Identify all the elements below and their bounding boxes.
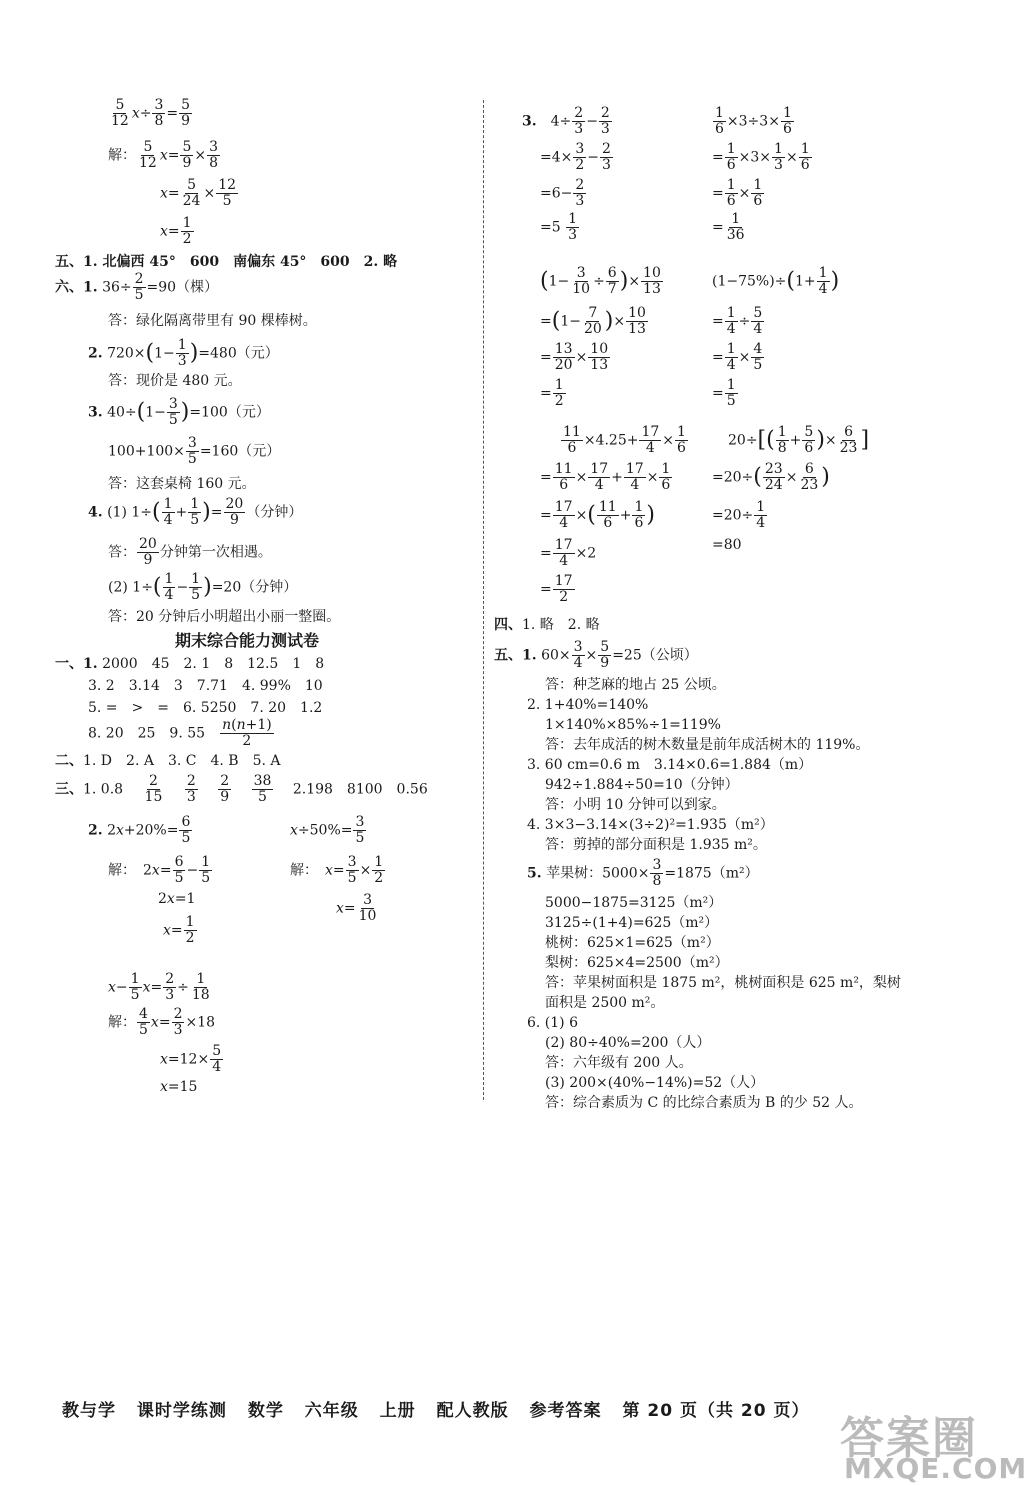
equation-line: = $\frac{1}{2}$	[540, 377, 564, 409]
column-divider	[483, 100, 484, 1100]
answer-line: 答：绿化隔离带里有 90 棵棒树。	[108, 313, 317, 329]
q6-1: 六、1. 36÷ $\frac{2}{5}$ =90（棵）	[55, 271, 219, 303]
q6-4b: (2) 1÷( $\frac{1}{4}$ − $\frac{1}{5}$ )=20（分钟）	[108, 571, 298, 603]
footer-book: 教与学	[62, 1401, 116, 1421]
equation-line: 解： x= $\frac{3}{5}$ × $\frac{1}{2}$	[290, 854, 384, 886]
answer-line: 答：现价是 480 元。	[108, 373, 242, 389]
r5-6b: (2) 80÷40%=200（人）	[545, 1035, 711, 1051]
equation-line: = $\frac{17}{4}$ ×( $\frac{11}{6}$ + $\frac{1}{6}$ )	[540, 499, 655, 531]
equation-line: =80	[712, 537, 742, 553]
e1-line-a: 一、1. 2000 45 2. 1 8 12.5 1 8	[55, 656, 325, 672]
answer-line: 面积是 2500 m²。	[545, 995, 665, 1011]
r5-5e: 梨树：625×4=2500（m²）	[545, 955, 729, 971]
q6-4a-answer: 答： $\frac{20}{9}$ 分钟第一次相遇。	[108, 536, 272, 568]
equation-line: =5 $\frac{1}{3}$	[540, 211, 578, 243]
section-five-answer: 五、1. 北偏西 45° 600 南偏东 45° 600 2. 略	[55, 254, 398, 270]
page-footer	[62, 1396, 823, 1421]
footer-volume: 上册	[379, 1401, 416, 1421]
equation-line: = $\frac{1}{4}$ ÷ $\frac{5}{4}$	[712, 305, 763, 337]
equation-line: = $\frac{17}{2}$	[540, 573, 573, 605]
answer-line: 答：种芝麻的地占 25 公顷。	[545, 677, 726, 693]
e2-line: 二、1. D 2. A 3. C 4. B 5. A	[55, 753, 281, 769]
r5-2a: 2. 1+40%=140%	[527, 697, 649, 713]
equation-line: x=12× $\frac{5}{4}$	[160, 1043, 222, 1075]
answer-line: 答：20 分钟后小明超出小丽一整圈。	[108, 609, 341, 625]
equation-line: 解： $\frac{5}{12}$ x= $\frac{5}{9}$ × $\frac{3}{8}$	[108, 139, 219, 171]
q6-2: 2. 720×(1− $\frac{1}{3}$ )=480（元）	[88, 337, 279, 369]
equation-line: $\frac{11}{6}$ ×4.25+ $\frac{17}{4}$ × $\frac{1}{6}$	[563, 424, 686, 456]
watermark-text: 答案圈	[840, 1413, 978, 1464]
equation-line: (1−75%)÷(1+ $\frac{1}{4}$ )	[712, 265, 840, 297]
equation-line: = $\frac{17}{4}$ ×2	[540, 537, 597, 569]
equation-line: x= $\frac{5}{24}$ × $\frac{12}{5}$	[160, 177, 237, 209]
equation-line: = $\frac{1}{36}$	[712, 211, 745, 243]
answer-line: 答：六年级有 200 人。	[545, 1055, 693, 1071]
equation-line: $\frac{1}{6}$ ×3÷3× $\frac{1}{6}$	[715, 105, 792, 137]
equation-line: 解： 2x= $\frac{6}{5}$ − $\frac{1}{5}$	[108, 854, 211, 886]
equation-line: 20÷[( $\frac{1}{8}$ + $\frac{5}{6}$ )× $\frac{6}{23}$ ]	[728, 424, 870, 456]
footer-type: 参考答案	[529, 1401, 602, 1421]
equation-line: x= $\frac{1}{2}$	[160, 215, 192, 247]
equation-line: =(1− $\frac{7}{20}$ )× $\frac{10}{13}$	[540, 305, 646, 337]
equation-line: =6− $\frac{2}{3}$	[540, 177, 585, 209]
r5-3a: 3. 60 cm=0.6 m 3.14×0.6=1.884（m）	[527, 757, 813, 773]
answer-line: 答：苹果树面积是 1875 m²，桃树面积是 625 m²，梨树	[545, 975, 901, 991]
r5-2b: 1×140%×85%÷1=119%	[545, 717, 721, 733]
answer-line: 答：去年成活的树木数量是前年成活树木的 119%。	[545, 737, 870, 753]
equation-line: = $\frac{1}{6}$ × $\frac{1}{6}$	[712, 177, 763, 209]
equation-line: 3. 4÷ $\frac{2}{3}$ − $\frac{2}{3}$	[522, 105, 610, 137]
r5-3b: 942÷1.884÷50=10（分钟）	[545, 777, 739, 793]
equation-line: x= $\frac{1}{2}$	[163, 914, 195, 946]
equation-line: = $\frac{1}{6}$ ×3× $\frac{1}{3}$ × $\frac{1}{6}$	[712, 141, 810, 173]
equation-line: x= $\frac{3}{10}$	[336, 892, 377, 924]
equation-line: x− $\frac{1}{5}$ x= $\frac{2}{3}$ ÷ $\frac{1}{18}$	[108, 971, 210, 1003]
footer-grade: 六年级	[304, 1401, 359, 1421]
equation-line: 2x=1	[158, 891, 196, 907]
equation-line: (1− $\frac{3}{10}$ ÷ $\frac{6}{7}$ )× $\frac{10}{13}$	[540, 265, 661, 297]
equation-line: = $\frac{1}{4}$ × $\frac{4}{5}$	[712, 341, 763, 373]
r5-5b: 5000−1875=3125（m²）	[545, 895, 723, 911]
q6-3b: 100+100× $\frac{3}{5}$ =160（元）	[108, 435, 281, 467]
e1-line-c: 5. = > = 6. 5250 7. 20 1.2	[88, 700, 323, 716]
e1-line-b: 3. 2 3.14 3 7.71 4. 99% 10	[88, 678, 323, 694]
r5-5d: 桃树：625×1=625（m²）	[545, 935, 720, 951]
e3-2-left: 2. 2x+20%= $\frac{6}{5}$	[88, 814, 191, 846]
equation-line: $\frac{5}{12}$ x÷ $\frac{3}{8}$ = $\frac{5}{9}$	[111, 97, 191, 129]
r5-6d: (3) 200×(40%−14%)=52（人）	[545, 1075, 765, 1091]
equation-line: = $\frac{13}{20}$ × $\frac{10}{13}$	[540, 341, 609, 373]
watermark	[840, 1402, 1027, 1485]
r5-4a: 4. 3×3−3.14×(3÷2)²=1.935（m²）	[527, 817, 774, 833]
r5-5a: 5. 苹果树：5000× $\frac{3}{8}$ =1875（m²）	[527, 857, 759, 889]
footer-series: 课时学练测	[136, 1401, 227, 1421]
e3-line: 三、1. 0.8 $\frac{2}{15}$ $\frac{2}{3}$ $\frac{2}{9}$ $\frac{38}{5}$ 2.198 8100 0.56	[55, 773, 428, 805]
equation-line: = $\frac{1}{5}$	[712, 377, 736, 409]
e3-2-right: x÷50%= $\frac{3}{5}$	[290, 814, 365, 846]
answer-line: 答：小明 10 分钟可以到家。	[545, 797, 726, 813]
equation-line: =20÷ $\frac{1}{4}$	[712, 499, 766, 531]
answer-line: 答：剪掉的部分面积是 1.935 m²。	[545, 837, 767, 853]
equation-line: 解： $\frac{4}{5}$ x= $\frac{2}{3}$ ×18	[108, 1006, 216, 1038]
equation-line: =20÷( $\frac{23}{24}$ × $\frac{6}{23}$ )	[712, 461, 830, 493]
answer-line: 答：这套桌椅 160 元。	[108, 476, 256, 492]
r5-1: 五、1. 60× $\frac{3}{4}$ × $\frac{5}{9}$ =25（公顷）	[494, 639, 698, 671]
watermark-url: MXQE.COM	[844, 1452, 1027, 1485]
r5-6a: 6. (1) 6	[527, 1015, 578, 1031]
answer-line: 答：综合素质为 C 的比综合素质为 B 的少 52 人。	[545, 1095, 863, 1111]
q6-4a: 4. (1) 1÷( $\frac{1}{4}$ + $\frac{1}{5}$ )= $\frac{20}{9}$ （分钟）	[88, 496, 303, 528]
equation-line: x=15	[160, 1079, 198, 1095]
r5-5c: 3125÷(1+4)=625（m²）	[545, 915, 719, 931]
e1-line-d: 8. 20 25 9. 55 $\frac{n(n+1)}{2}$	[88, 717, 272, 749]
footer-edition: 配人教版	[436, 1401, 509, 1421]
section-title: 期末综合能力测试卷	[175, 631, 320, 650]
q6-3: 3. 40÷(1− $\frac{3}{5}$ )=100（元）	[88, 396, 270, 428]
footer-subject: 数学	[247, 1401, 284, 1421]
section-four-answer: 四、1. 略 2. 略	[494, 617, 600, 633]
footer-page: 第 20 页（共 20 页）	[622, 1401, 810, 1421]
equation-line: = $\frac{11}{6}$ × $\frac{17}{4}$ + $\frac{17}{4}$ × $\frac{1}{6}$	[540, 461, 671, 493]
equation-line: =4× $\frac{3}{2}$ − $\frac{2}{3}$	[540, 141, 611, 173]
